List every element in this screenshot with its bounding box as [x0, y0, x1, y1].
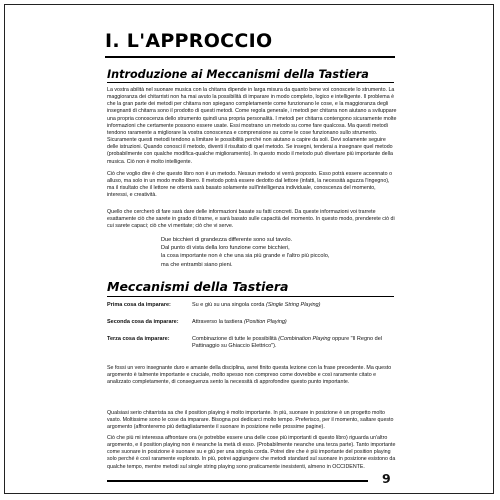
mechanisms-paragraph-2: Qualsiasi serio chitarrista sa che il position playing è molto importante. In più, suonare in posizione è un progetto molto vasto. Moltissime sono le cose da imparare. Bisogna poi dedicarci molto tempo. Preferisco, per il momento, saltare questo argomento (affronteremo più dettagliatamente il suonare in posizione nelle prossime pagine). [107, 410, 394, 431]
step-value-text: Attraverso la tastiera [192, 319, 244, 325]
learning-step-label: Terza cosa da imparare: [107, 336, 170, 342]
step-value-text: Combinazione di tutte le possibilità [192, 336, 279, 342]
step-value-tail: oppure "Il Regno del Pattinaggio su Ghiaccio Elettrico"). [192, 336, 382, 350]
poem-quote [161, 236, 329, 269]
chapter-title-rule [105, 56, 395, 58]
poem-line: Due bicchieri di grandezza differente sono sul tavolo. [161, 237, 293, 243]
mechanisms-paragraph-3: Ciò che più mi interessa affrontare ora (e potrebbe essere una delle cose più importanti di questo libro) riguarda un'altro argomento, e il position playing non è neanche la metà di esso. (Probabilmente neanche una terza parte). Tanto importante come suonare in posizione è suonare su e giù per una singola corda. Potrei dire che è più importante del position playing solo perché è così raramente esplorato. In più, potrei aggiungere che metodi standard sul suonare in posizione esistono da qualche tempo, mentre metodi sul single string playing sono praticamente inesistenti, almeno in OCCIDENTE. [107, 435, 396, 470]
step-value-italic: (Combination Playing [278, 336, 331, 342]
step-value-italic: (Single String Playing) [266, 302, 321, 308]
intro-paragraph-3: Quello che cercherò di fare sarà dare delle informazioni basate su fatti concreti. Da queste informazioni voi trarrete esattamente ciò che sarete in grado di trarne, e sarà basato sulle capacità del momento. In questo modo, prenderete ciò di cui sarete capaci; ciò che vi meritate; ciò che vi serve. [107, 209, 395, 230]
learning-step-label: Prima cosa da imparare: [107, 302, 171, 308]
mechanisms-section-title: Meccanismi della Tastiera [107, 279, 289, 294]
footer-rule [107, 480, 368, 482]
page-number: 9 [382, 471, 391, 486]
mechanisms-paragraph-1: Se fossi un vero insegnante duro e amante della disciplina, avrei finito questa lezione con la frase precedente. Ma questo argomento è talmente importante e cruciale, molto spesso non compreso come dovrebbe e così raramente citato e analizzato completamente, di conseguenza sento la necessità di approfondire questo punto importante. [107, 365, 392, 386]
learning-step-value [192, 302, 397, 309]
intro-paragraph-2: Ciò che voglio dire è che questo libro non è un metodo. Nessun metodo vi verrà proposto. Esso potrà essere accennato o alluso, ma solo in un modo molto libero. Il metodo potrà essere dedotto dal lettore (infatti, la necessità aguzza l'ingegno), ma il risultato che il lettore ne otterrà sarà basato solamente sull'intelligenza individuale, conoscenza del momento, interessi, e creatività. [107, 171, 393, 199]
learning-step-value [192, 319, 397, 326]
poem-line: la cosa importante non è che una sia più grande e l'altro più piccolo, [161, 253, 330, 260]
intro-section-rule [107, 82, 394, 83]
poem-line: Dal punto di vista della loro funzione come bicchieri, [161, 245, 290, 252]
intro-section-title: Introduzione ai Meccanismi della Tastiera [107, 68, 369, 81]
step-value-italic: (Position Playing) [243, 319, 287, 325]
mechanisms-section-rule [107, 296, 394, 297]
learning-step-label: Seconda cosa da imparare: [107, 319, 179, 325]
step-value-text: Su e giù su una singola corda [192, 302, 266, 308]
intro-paragraph-1: La vostra abilità nel suonare musica con la chitarra dipende in larga misura da quanto bene voi conoscete lo strumento. La maggioranza dei chitarristi non ha mai avuto la possibilità di imparare in modo completo, logico e intelligente. Il problema è che la gran parte dei metodi per chitarra non spiegano completamente come funzionano le cose, e la maggioranza degli insegnanti di chitarra sono il prodotto di questi metodi. Come regola generale, i metodi per chitarra non aiutano a sviluppare una propria conoscenza dello strumento quindi una propria personalità. I metodi per chitarra contengono sicuramente molte informazioni che certamente possono essere usate. Essi mostrano un metodo su come fare qualcosa. Ma questi metodi tendono raramente a migliorare la vostra conoscenza e comprensione su come le cose funzionano sullo strumento. Sicuramente questi metodi tendono a limitare le possibilità perché non aiutano a capire da soli. Devi solamente seguire delle istruzioni. Quando conosci il metodo, diventi il risultato di quel metodo. Se insegni, tenderai a insegnare quel metodo (probabilmente con qualche modifica-qualche miglioramento). In questo modo il metodo può divertare più importante della musica. Ciò non è molto intelligente. [107, 87, 397, 165]
poem-line: ma che entrambi siano pieni. [161, 261, 233, 268]
chapter-title: I. L'APPROCCIO [105, 30, 273, 52]
learning-step-value [192, 336, 397, 350]
